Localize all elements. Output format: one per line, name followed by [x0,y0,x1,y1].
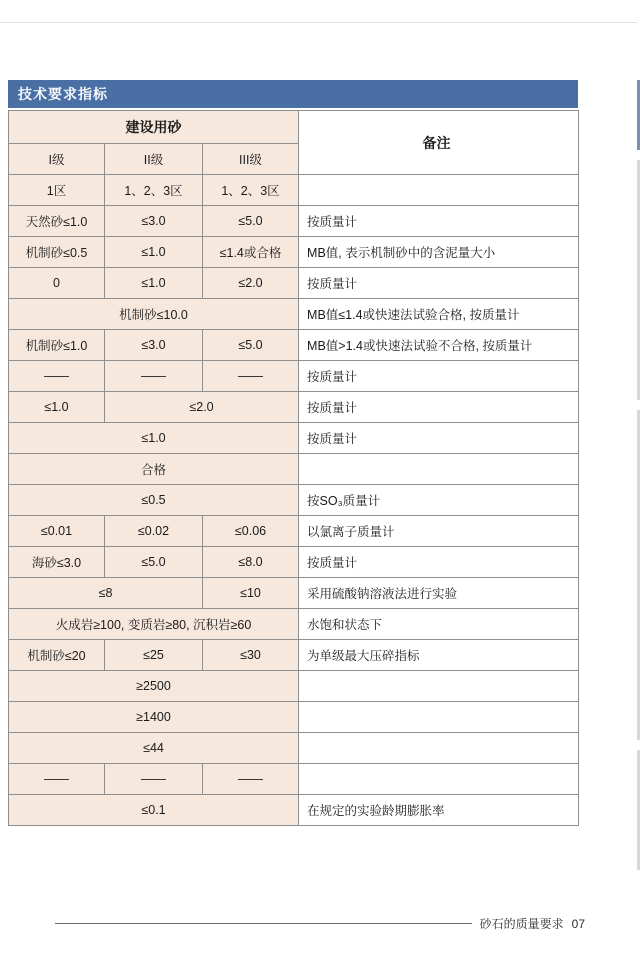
cell-value: 机制砂≤20 [9,640,105,671]
cell-value: —— [203,764,299,795]
cell-value: ≤10 [203,578,299,609]
cell-value: —— [105,361,203,392]
footer-rule [55,923,472,924]
cell-value-merged: ≥1400 [9,702,299,733]
footer-page-number: 07 [571,916,585,931]
cell-value: —— [203,361,299,392]
table-body [9,175,579,826]
cell-value-merged: ≥2500 [9,671,299,702]
cell-value: ≤1.0 [105,237,203,268]
cell-note [299,764,579,795]
cell-value: ≤5.0 [105,547,203,578]
cell-value: ≤2.0 [203,268,299,299]
table-row [9,609,579,640]
table-row [9,454,579,485]
cell-value: ≤1.4或合格 [203,237,299,268]
cell-value: ≤0.06 [203,516,299,547]
table-row [9,175,579,206]
cell-note: 在规定的实验龄期膨胀率 [299,795,579,826]
cell-value: ≤0.01 [9,516,105,547]
cell-value: ≤0.02 [105,516,203,547]
table-row [9,423,579,454]
table-row [9,640,579,671]
cell-value: 机制砂≤1.0 [9,330,105,361]
cell-value: 天然砂≤1.0 [9,206,105,237]
table-row [9,485,579,516]
cell-note [299,671,579,702]
cell-value: 海砂≤3.0 [9,547,105,578]
table-head [9,111,579,175]
cell-note [299,454,579,485]
cell-value: ≤1.0 [105,268,203,299]
cell-value: ≤25 [105,640,203,671]
cell-value-merged: 合格 [9,454,299,485]
cell-value: ≤3.0 [105,330,203,361]
table-row [9,516,579,547]
cell-value-merged: 火成岩≥100, 变质岩≥80, 沉积岩≥60 [9,609,299,640]
header-grade-3: III级 [203,144,299,175]
cell-value: ≤30 [203,640,299,671]
cell-note: 按质量计 [299,268,579,299]
cell-note: MB值>1.4或快速法试验不合格, 按质量计 [299,330,579,361]
table-row [9,702,579,733]
cell-note: MB值, 表示机制砂中的含泥量大小 [299,237,579,268]
table-row [9,361,579,392]
table-row [9,268,579,299]
cell-value: ≤5.0 [203,330,299,361]
cell-value: ≤8.0 [203,547,299,578]
cell-value: 1、2、3区 [203,175,299,206]
cell-note: 按SO₃质量计 [299,485,579,516]
table-row [9,578,579,609]
cell-value: —— [9,361,105,392]
table-row [9,547,579,578]
cell-value: 0 [9,268,105,299]
cell-note: 采用硫酸钠溶液法进行实验 [299,578,579,609]
cell-value-merged: 机制砂≤10.0 [9,299,299,330]
header-grade-1: I级 [9,144,105,175]
cell-note: 按质量计 [299,547,579,578]
header-group-label: 建设用砂 [9,111,299,144]
cell-value: 机制砂≤0.5 [9,237,105,268]
top-hairline [0,22,640,23]
cell-value: ≤1.0 [9,392,105,423]
cell-value-merged: ≤2.0 [105,392,299,423]
cell-value: 1、2、3区 [105,175,203,206]
table-row [9,206,579,237]
table-row [9,671,579,702]
cell-value: —— [105,764,203,795]
header-note-label: 备注 [299,111,579,175]
cell-value: 1区 [9,175,105,206]
table-title-text: 技术要求指标 [18,86,108,102]
cell-value-merged: ≤44 [9,733,299,764]
cell-value-merged: ≤8 [9,578,203,609]
specification-table [8,110,579,826]
cell-note [299,702,579,733]
cell-value-merged: ≤1.0 [9,423,299,454]
table-row [9,795,579,826]
header-grade-2: II级 [105,144,203,175]
cell-note: MB值≤1.4或快速法试验合格, 按质量计 [299,299,579,330]
cell-value: ≤3.0 [105,206,203,237]
cell-value: —— [9,764,105,795]
table-row [9,330,579,361]
cell-note: 按质量计 [299,392,579,423]
table-row [9,237,579,268]
cell-note: 按质量计 [299,206,579,237]
cell-value: ≤5.0 [203,206,299,237]
table-header-row-group [9,111,579,144]
cell-note: 按质量计 [299,423,579,454]
footer-section-title: 砂石的质量要求 [479,917,564,931]
cell-note: 水饱和状态下 [299,609,579,640]
table-row [9,392,579,423]
table-row [9,733,579,764]
cell-note: 以氯离子质量计 [299,516,579,547]
cell-note [299,733,579,764]
table-title-bar [8,80,578,108]
cell-note: 为单级最大压碎指标 [299,640,579,671]
page-footer [55,915,585,932]
cell-note [299,175,579,206]
cell-value-merged: ≤0.1 [9,795,299,826]
cell-value-merged: ≤0.5 [9,485,299,516]
cell-note: 按质量计 [299,361,579,392]
table-row [9,764,579,795]
table-row [9,299,579,330]
